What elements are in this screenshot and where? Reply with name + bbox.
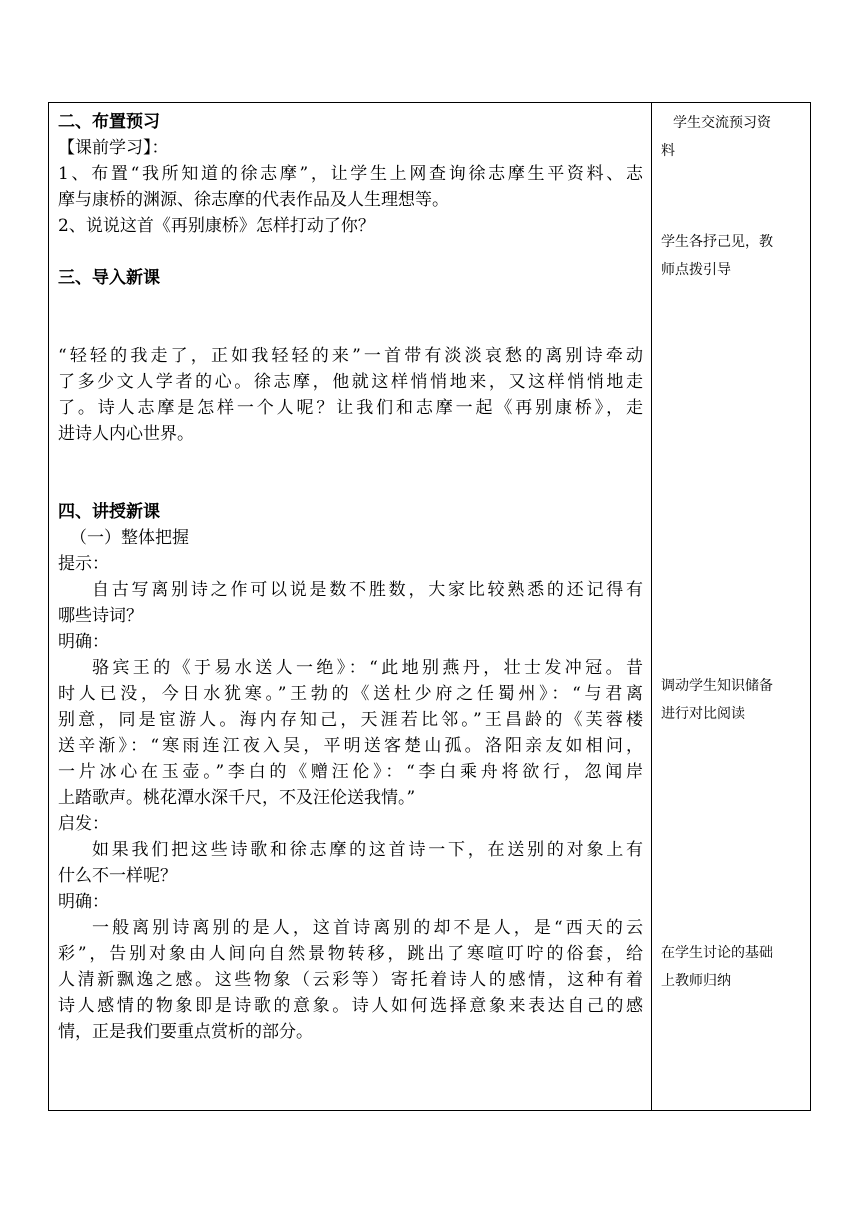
intro-paragraph-line: “轻轻的我走了，正如我轻轻的来”一首带有淡淡哀愁的离别诗牵动 xyxy=(58,346,643,366)
intro-paragraph-line: 进诗人内心世界。 xyxy=(58,424,194,444)
note-line: 料 xyxy=(661,143,675,159)
inspire-text-line: 如果我们把这些诗歌和徐志摩的这首诗一下，在送别的对象上有 xyxy=(92,840,643,860)
hint-text-line: 自古写离别诗之作可以说是数不胜数，大家比较熟悉的还记得有 xyxy=(92,580,643,600)
clarify-label: 明确： xyxy=(58,632,109,652)
student-activity-note-2 xyxy=(661,228,803,284)
note-line: 在学生讨论的基础 xyxy=(661,945,773,961)
student-activity-note-1 xyxy=(661,109,803,165)
subsection-overall-grasp: （一）整体把握 xyxy=(70,528,189,548)
clarify-text-line: 送辛渐》：“寒雨连江夜入吴，平明送客楚山孤。洛阳亲友如相问， xyxy=(58,736,643,756)
section-title-lecture: 四、讲授新课 xyxy=(58,502,160,522)
preview-item-1-line-2: 摩与康桥的渊源、徐志摩的代表作品及人生理想等。 xyxy=(58,190,449,210)
note-line: 进行对比阅读 xyxy=(661,706,745,722)
clarify-text-line: 上踏歌声。桃花潭水深千尺，不及汪伦送我情。” xyxy=(58,788,416,808)
hint-label: 提示： xyxy=(58,554,109,574)
section-title-preview: 二、布置预习 xyxy=(58,112,160,132)
preview-item-2: 2、说说这首《再别康桥》怎样打动了你？ xyxy=(58,216,375,236)
preview-item-1-line-1: 1、布置“我所知道的徐志摩”，让学生上网查询徐志摩生平资料、志 xyxy=(58,164,643,184)
clarify-text-line: 一片冰心在玉壶。”李白的《赠汪伦》：“李白乘舟将欲行，忽闻岸 xyxy=(58,762,643,782)
clarify-text-line: 骆宾王的《于易水送人一绝》：“此地别燕丹，壮士发冲冠。昔 xyxy=(92,658,643,678)
pre-class-label: 【课前学习】： xyxy=(58,138,169,158)
clarify-text-line: 一般离别诗离别的是人，这首诗离别的却不是人，是“西天的云 xyxy=(92,918,643,938)
student-activity-note-4 xyxy=(661,939,803,995)
student-activity-note-3 xyxy=(661,672,803,728)
inspire-text-line: 什么不一样呢？ xyxy=(58,866,177,886)
clarify-text-line: 诗人感情的物象即是诗歌的意象。诗人如何选择意象来表达自己的感 xyxy=(58,996,643,1016)
inspire-label: 启发： xyxy=(58,814,109,834)
note-line: 调动学生知识储备 xyxy=(661,678,773,694)
clarify-text-line: 人清新飘逸之感。这些物象（云彩等）寄托着诗人的感情，这种有着 xyxy=(58,970,643,990)
note-line: 上教师归纳 xyxy=(661,973,731,989)
intro-paragraph-line: 了多少文人学者的心。徐志摩，他就这样悄悄地来，又这样悄悄地走 xyxy=(58,372,643,392)
hint-text-line: 哪些诗词？ xyxy=(58,606,143,626)
intro-paragraph-line: 了。诗人志摩是怎样一个人呢？让我们和志摩一起《再别康桥》，走 xyxy=(58,398,643,418)
section-title-introduction: 三、导入新课 xyxy=(58,268,160,288)
clarify-text-line: 彩”，告别对象由人间向自然景物转移，跳出了寒喧叮咛的俗套，给 xyxy=(58,944,643,964)
note-line: 学生各抒己见，教 xyxy=(661,234,773,250)
note-line: 学生交流预习资 xyxy=(673,115,771,131)
clarify-text-line: 别意，同是宦游人。海内存知己，天涯若比邻。”王昌龄的《芙蓉楼 xyxy=(58,710,643,730)
clarify-text-line: 情，正是我们要重点赏析的部分。 xyxy=(58,1022,313,1042)
clarify-text-line: 时人已没，今日水犹寒。”王勃的《送杜少府之任蜀州》：“与君离 xyxy=(58,684,643,704)
column-divider xyxy=(651,103,652,1110)
teaching-content-column xyxy=(58,109,643,1045)
clarify-label: 明确： xyxy=(58,892,109,912)
lesson-plan-table xyxy=(48,102,811,1111)
note-line: 师点拨引导 xyxy=(661,262,731,278)
